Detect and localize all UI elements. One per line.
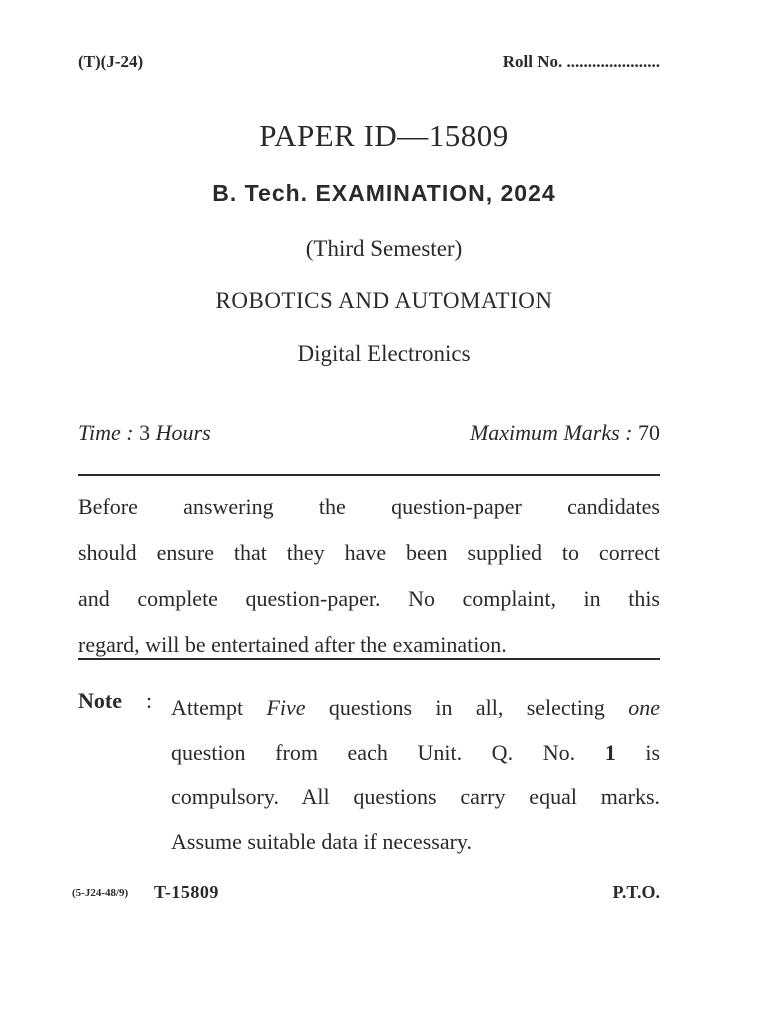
exam-title: B. Tech. EXAMINATION, 2024 xyxy=(212,180,556,206)
instruction-line: regard, will be entertained after the examination. xyxy=(78,632,507,657)
note-line: Attempt Five questions in all, selecting one xyxy=(171,695,661,720)
candidate-instructions xyxy=(78,484,660,668)
footer-paper-code: T-15809 xyxy=(154,882,219,902)
note-line: question from each Unit. Q. No. 1 is xyxy=(171,739,661,765)
paper-code-header: (T)(J-24) xyxy=(78,52,144,71)
roll-number-field: Roll No. ...................... xyxy=(502,52,660,71)
footer-row xyxy=(72,882,660,906)
paper-id: PAPER ID—15809 xyxy=(259,118,509,153)
note-line: Assume suitable data if necessary. xyxy=(171,828,472,854)
divider-bottom xyxy=(78,658,660,660)
instruction-line: Before answering the question-paper candidates xyxy=(78,494,660,519)
divider-top xyxy=(78,474,660,476)
note-body xyxy=(171,686,660,864)
semester: (Third Semester) xyxy=(305,236,463,261)
header-row xyxy=(78,52,660,76)
course-name: Digital Electronics xyxy=(297,341,471,366)
note-label: Note xyxy=(78,688,122,713)
maximum-marks: Maximum Marks : 70 xyxy=(469,420,660,445)
time-marks-row xyxy=(78,420,660,450)
note-colon: : xyxy=(146,688,153,713)
instruction-line: and complete question-paper. No complaint, in this xyxy=(78,586,660,611)
please-turn-over: P.T.O. xyxy=(612,882,660,902)
print-code: (5-J24-48/9) xyxy=(72,887,129,899)
instruction-line: should ensure that they have been supplied to correct xyxy=(78,540,660,565)
time-allowed: Time : 3 Hours xyxy=(78,420,211,445)
note-line: compulsory. All questions carry equal marks. xyxy=(171,784,660,809)
subject: ROBOTICS AND AUTOMATION xyxy=(215,288,553,313)
